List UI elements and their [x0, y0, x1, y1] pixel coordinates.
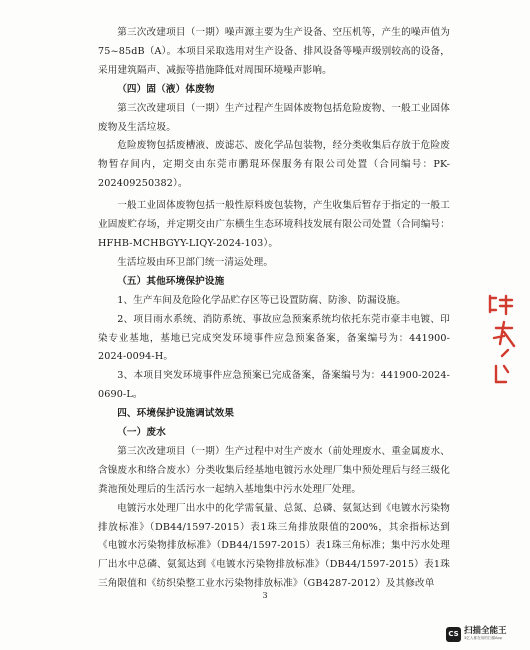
paragraph-hazardous-waste: 危险废物包括废槽液、废滤芯、废化学品包装物，经分类收集后存放于危险废物暂存间内，定期交由东莞市鹏琨环保服务有限公司处置（合同编号：PK-202409250382）。: [98, 140, 450, 190]
watermark-title: 扫描全能王: [464, 625, 507, 636]
heading-other-facilities: （五）其他环境保护设施: [117, 275, 225, 287]
paragraph-general-waste: 一般工业固体废物包括一般性原料废包装物，产生收集后暂存于指定的一般工业固废贮存场，并定期交由广东横生生态环境科技发展有限公司处置（合同编号：HFHB-MCHBGYY-LIQY-2024-103）。: [98, 200, 450, 249]
document-body: [98, 24, 450, 594]
paragraph-wastewater-collection: 第三次改建项目（一期）生产过程中对生产废水（前处理废水、重金属废水、含镍废水和络合废水）分类收集后经基地电镀污水处理厂集中预处理后与经三级化粪池预处理后的生活污水一起纳入基地集中污水处理厂处理。: [98, 445, 450, 495]
page-number: 3: [262, 591, 268, 600]
paragraph-domestic-waste: 生活垃圾由环卫部门统一清运处理。: [117, 256, 274, 268]
paragraph-noise: 第三次改建项目（一期）噪声源主要为生产设备、空压机等，产生的噪声值为75~85dB（A）。本项目采取选用对生产设备、排风设备等噪声级别较高的设备，采用建筑隔声、减振等措施降低对周围环境噪声影响。: [98, 27, 450, 76]
camscanner-watermark: [446, 621, 530, 647]
watermark-subtitle: 3亿人都在用的扫描App: [464, 636, 503, 641]
paragraph-solid-waste-intro: 第三次改建项目（一期）生产过程产生固体废物包括危险废物、一般工业固体废物及生活垃圾。: [98, 102, 450, 133]
paragraph-item-2: 2、项目雨水系统、消防系统、事故应急预案系统均依托东莞市豪丰电镀、印染专业基地，基地已完成突发环境事件应急预案备案，备案编号为：441900-2024-0094-H。: [98, 313, 450, 363]
heading-wastewater: （一）废水: [117, 427, 166, 439]
paragraph-item-1: 1、生产车间及危险化学品贮存区等已设置防腐、防渗、防漏设施。: [117, 294, 407, 306]
heading-debugging-effect: 四、环境保护设施调试效果: [117, 408, 235, 420]
heading-solid-waste: （四）固（液）体废物: [117, 83, 215, 95]
paragraph-wastewater-standards: 电镀污水处理厂出水中的化学需氧量、总氮、总磷、氨氮达到《电镀水污染物排放标准》（DB44/1597-2015）表1珠三角排放限值的200%，其余指标达到《电镀水污染物排放标准》（DB44/1597-2015）表1珠三角标准；集中污水处理厂出水中总磷、氨氮达到《电镀水污染物排放标准》（DB44/1597-2015）表1珠三角限值和《纺织染整工业水污染物排放标准》（GB4287-2012）及其修改单: [98, 502, 450, 590]
paragraph-item-3: 3、本项目突发环境事件应急预案已完成备案，备案编号为：441900-2024-0690-L。: [98, 370, 450, 401]
camscanner-logo-icon: CS: [446, 627, 461, 642]
red-seal-stamp: [482, 292, 524, 388]
